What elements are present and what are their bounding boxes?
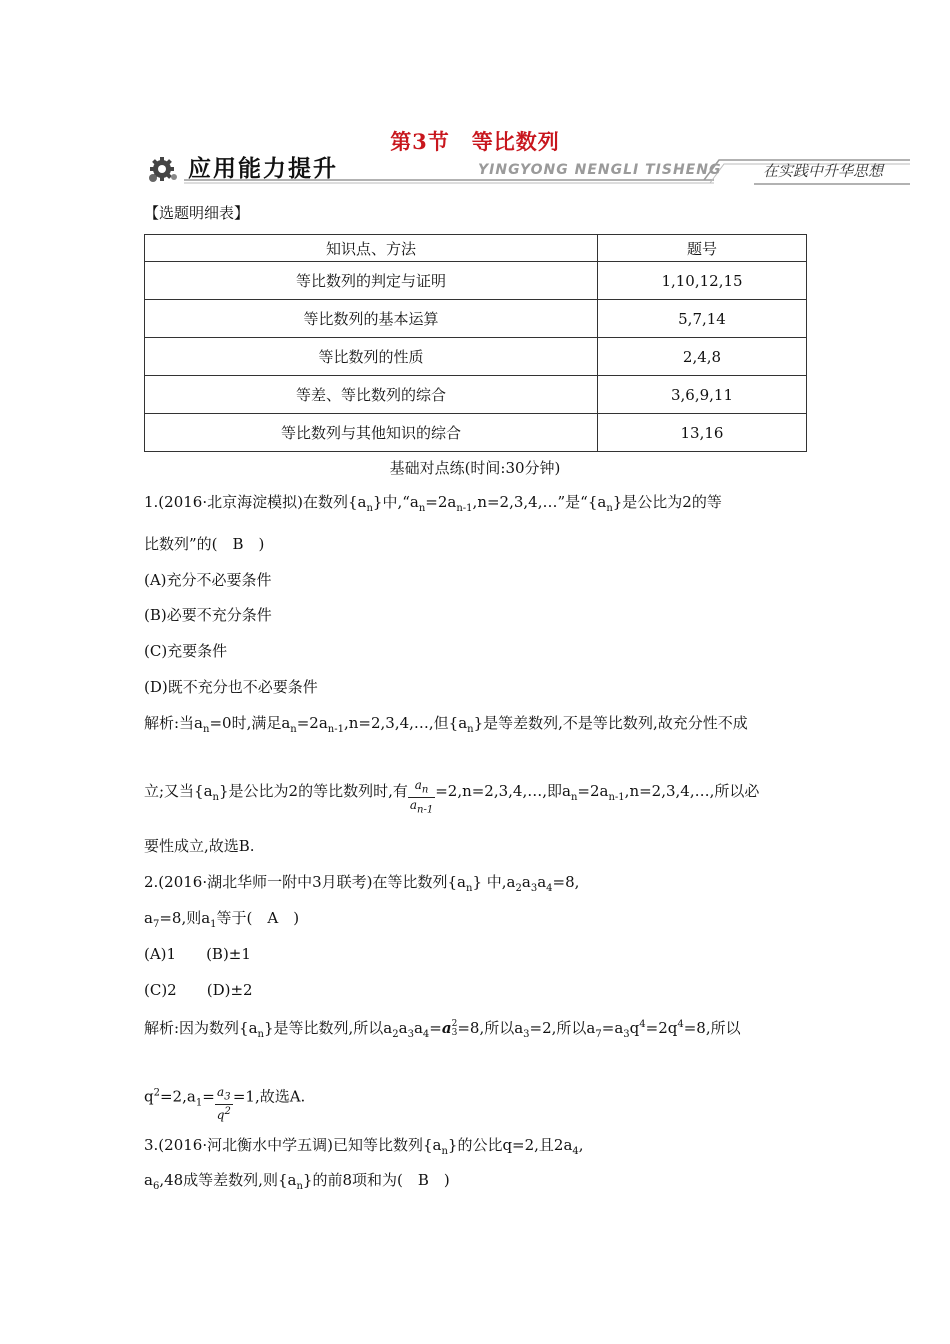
q1-solution-line2: 立;又当$\{a_n\}$是公比为2的等比数列时,有 $\frac{a_n}{a_{n-1}}$ =2,n=2,3,4,…,即$a_n=2a_{n-1},n=2,3,4,\dots$,所以必 bbox=[144, 778, 760, 816]
topic-cell: 等比数列的基本运算 bbox=[145, 300, 598, 338]
table-row bbox=[145, 262, 807, 300]
table-row bbox=[145, 338, 807, 376]
table-header-row bbox=[145, 235, 807, 262]
number-cell: 1,10,12,15 bbox=[598, 262, 807, 300]
q2-solution-line1: 解析:因为数列$\{a_n\}$是等比数列,所以$a_2a_3a_4=a2$ 3=8,所以$a_3=2$,所以$a_7=a_3q^4=2q^4=8$,所以 bbox=[144, 1019, 741, 1040]
q3-stem-line2: $a_6,48$成等差数列,则$\{a_n\}$的前8项和为( B ) bbox=[144, 1171, 450, 1192]
q2-options-ab: (A)1 (B)±1 bbox=[144, 945, 251, 963]
banner-slogan: 在实践中升华思想 bbox=[763, 162, 884, 180]
section-title: 第3节 等比数列 bbox=[390, 129, 560, 154]
table-row bbox=[145, 414, 807, 452]
topic-cell: 等差、等比数列的综合 bbox=[145, 376, 598, 414]
ratio-fraction: $\frac{a_n}{a_{n-1}}$ bbox=[409, 778, 434, 816]
q1-stem-line2: 比数列”的( B ) bbox=[144, 535, 265, 553]
q1-option-a: (A)充分不必要条件 bbox=[144, 571, 272, 589]
number-cell: 3,6,9,11 bbox=[598, 376, 807, 414]
table-heading: 【选题明细表】 bbox=[144, 204, 250, 222]
number-cell: 2,4,8 bbox=[598, 338, 807, 376]
table-row bbox=[145, 376, 807, 414]
q1-solution-line1: 解析:当$a_n=0$时,满足$a_n=2a_{n-1},n=2,3,4,\dots$,但$\{a_n\}$是等差数列,不是等比数列,故充分性不成 bbox=[144, 714, 748, 735]
table-row bbox=[145, 300, 807, 338]
q1-option-c: (C)充要条件 bbox=[144, 642, 228, 660]
header-question-no: 题号 bbox=[598, 235, 807, 262]
q1-option-b: (B)必要不充分条件 bbox=[144, 606, 272, 624]
topic-table bbox=[144, 234, 807, 452]
banner-title: 应用能力提升 bbox=[188, 156, 338, 182]
q1-solution-line3: 要性成立,故选B. bbox=[144, 837, 255, 855]
q2-stem-line2: $a_7=8$,则$a_1$等于( A ) bbox=[144, 909, 300, 930]
topic-cell: 等比数列与其他知识的综合 bbox=[145, 414, 598, 452]
number-cell: 5,7,14 bbox=[598, 300, 807, 338]
number-cell: 13,16 bbox=[598, 414, 807, 452]
q2-stem-line1: 2.(2016·湖北华师一附中3月联考)在等比数列$\{a_n\}$ 中$,a_2a_3a_4=8$, bbox=[144, 873, 580, 894]
q2-solution-line2: $q^2=2,a_1=$ $\frac{a_3}{q^2}$ =1,故选A. bbox=[144, 1085, 306, 1123]
topic-cell: 等比数列的判定与证明 bbox=[145, 262, 598, 300]
topic-cell: 等比数列的性质 bbox=[145, 338, 598, 376]
header-topic: 知识点、方法 bbox=[145, 235, 598, 262]
q1-option-d: (D)既不充分也不必要条件 bbox=[144, 678, 318, 696]
practice-header: 基础对点练(时间:30分钟) bbox=[389, 459, 561, 477]
q3-stem-line1: 3.(2016·河北衡水中学五调)已知等比数列$\{a_n\}$的公比q=2,且$2a_4$, bbox=[144, 1136, 584, 1157]
ratio-fraction: $\frac{a_3}{q^2}$ bbox=[216, 1085, 231, 1123]
q2-options-cd: (C)2 (D)±2 bbox=[144, 981, 253, 999]
banner-pinyin: YINGYONG NENGLI TISHENG bbox=[478, 162, 722, 178]
q1-stem-line1: 1.(2016·北京海淀模拟)在数列$\{a_n\}$中$,“a_n=2a_{n-1},n=2,3,4,\dots$”是“$\{a_n\}$是公比为2的等 bbox=[144, 493, 722, 514]
